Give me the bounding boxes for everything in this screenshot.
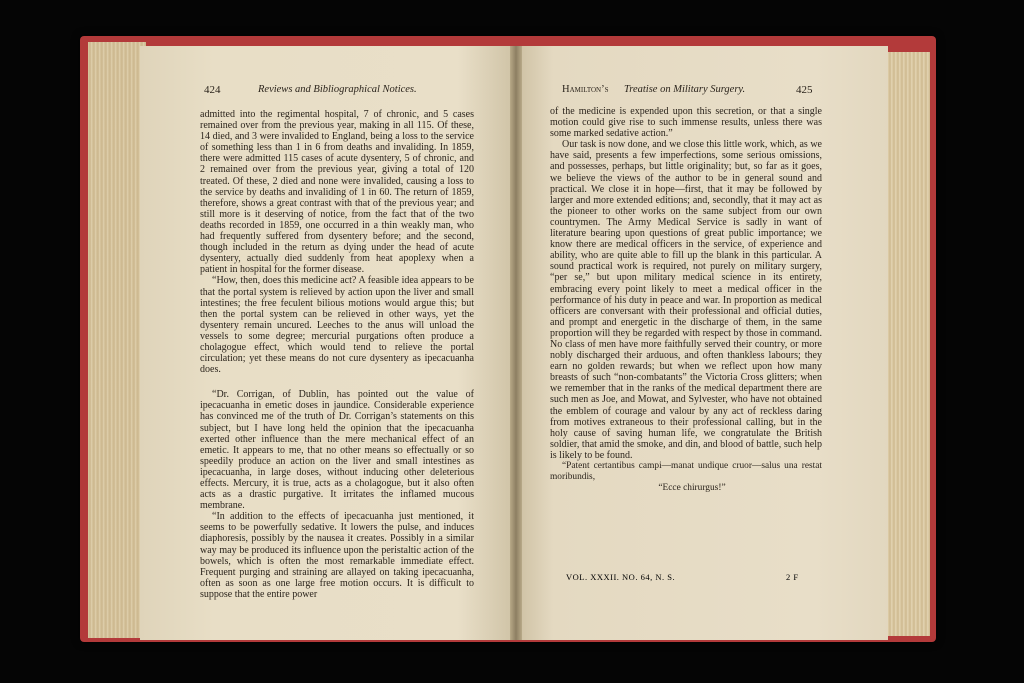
latin-quote-closing: “Ecce chirurgus!”	[658, 483, 726, 493]
book-gutter	[510, 46, 522, 640]
right-paragraph-2: Our task is now done, and we close this little work, which, as we have said, presents a few imperfections, some serious omissions, and possesses, perhaps, but little originality; but, so far as it goes, we believe the views of the author to be in general sound and practical. We close it in hope—first, that it may be followed by larger and more extended editions; and, secondly, that it may act as the pioneer to other works on the same subject from our own countrymen. The Army Medical Service is sadly in want of literature bearing upon questions of great public importance; we know there are medical officers in the service, of experience and ability, who are quite able to fill up the blank in this particular. A sound practical work is required, not purely on military surgery, “per se,” but upon military medical science in its entirety, embracing every point likely to meet a medical officer in the performance of his duty in peace and war. In proportion as medical officers are conversant with their professional and official duties, and prompt and energetic in the discharge of them, in the same proportion will they be regarded with respect by those in command. No class of men have more faithfully served their country, or more nobly discharged their arduous, and often thankless labours; they earn no golden rewards; but when we reflect upon how many breasts of such “non-combatants” the Victoria Cross glitters; when we remember that in the ranks of the medical department there are such men as Joe, and Mowat, and Sylvester, who have not obtained the emblem of courage and valour by any act of reckless daring from motives extraneous to their professional calling, but in the holy cause of saving human life, we congratulate the British soldier, that amid the smoke, and din, and blood of battle, such help is likely to be found.	[550, 139, 822, 461]
right-running-author: Hamilton’s	[562, 84, 609, 95]
signature-mark: 2 F	[786, 572, 799, 582]
right-running-title: Treatise on Military Surgery.	[624, 84, 746, 95]
volume-footer: VOL. XXXII. NO. 64, N. S.	[566, 572, 676, 582]
right-page-number: 425	[796, 84, 813, 96]
page-edges-right	[884, 52, 930, 636]
right-paragraph-1: of the medicine is expended upon this secretion, or that a single motion could give rise to such immense results, unless there was some marked sedative action.”	[550, 106, 822, 140]
left-paragraph-2: “How, then, does this medicine act? A feasible idea appears to be that the portal system is relieved by action upon the liver and small intestines; the free feculent bilious motions would argue this; but then the portal system can be relieved in other ways, yet the dysentery remain uncured. Leeches to the anus will unload the vessels to some degree; mercurial purgations often produce a cholagogue effect, which would tend to relieve the portal circulation; yet these means do not cure dysentery as ipecacuanha does.	[200, 275, 474, 376]
page-edges-left	[88, 42, 146, 638]
left-paragraph-1: admitted into the regimental hospital, 7 of chronic, and 5 cases remained over from the previous year, making in all 115. Of these, 14 died, and 3 were invalided to England, being a loss to the service of something less than 1 in 6 from deaths and invaliding. In 1859, there were admitted 115 cases of acute dysentery, 5 of chronic, and 2 remained over from the previous year, giving a total of 120 treated. Of these, 2 died and none were invalided, causing a loss to the service by deaths and invaliding of 1 in 60. The return of 1859, therefore, shows a great contrast with that of the previous year; and still more is it deserving of notice, from the fact that of the two deaths recorded in 1859, one occurred in a thin weakly man, who had frequently suffered from dysentery before; and the second, though included in the return as dying under the head of acute dysentery, actually died suddenly from heat apoplexy when a patient in hospital for the former disease.	[200, 109, 474, 276]
left-page-number: 424	[204, 84, 221, 96]
left-running-title: Reviews and Bibliographical Notices.	[258, 84, 417, 95]
right-page-body	[550, 106, 822, 494]
left-paragraph-3: “Dr. Corrigan, of Dublin, has pointed out the value of ipecacuanha in emetic doses in jaundice. Considerable experience has convinced me of the truth of Dr. Corrigan’s statements on this subject, but I have long held the opinion that the ipecacuanha exerted other influence than the mere mechanical effect of an emetic. It appears to me, that no other means so effectually or so speedily produce an action on the liver and small intestines as ipecacuanha, in large doses, without inducing other deleterious effects. Mercury, it is true, acts as a cholagogue, but it also often acts as a drastic purgative. It irritates the inflamed mucous membrane.	[200, 389, 474, 512]
latin-quote: “Patent certantibus campi—manat undique cruor—salus una restat moribundis,	[550, 461, 822, 482]
left-page-body	[200, 109, 474, 600]
left-paragraph-4: “In addition to the effects of ipecacuanha just mentioned, it seems to be powerfully sedative. It lowers the pulse, and induces diaphoresis, possibly by the nausea it creates. Possibly in a similar way may be produced its influence upon the peristaltic action of the bowels, which is often the most remarkable immediate effect. Frequent purging and straining are allayed on taking ipecacuanha, often as soon as one large free motion occurs. It is difficult to suppose that the entire power	[200, 511, 474, 600]
